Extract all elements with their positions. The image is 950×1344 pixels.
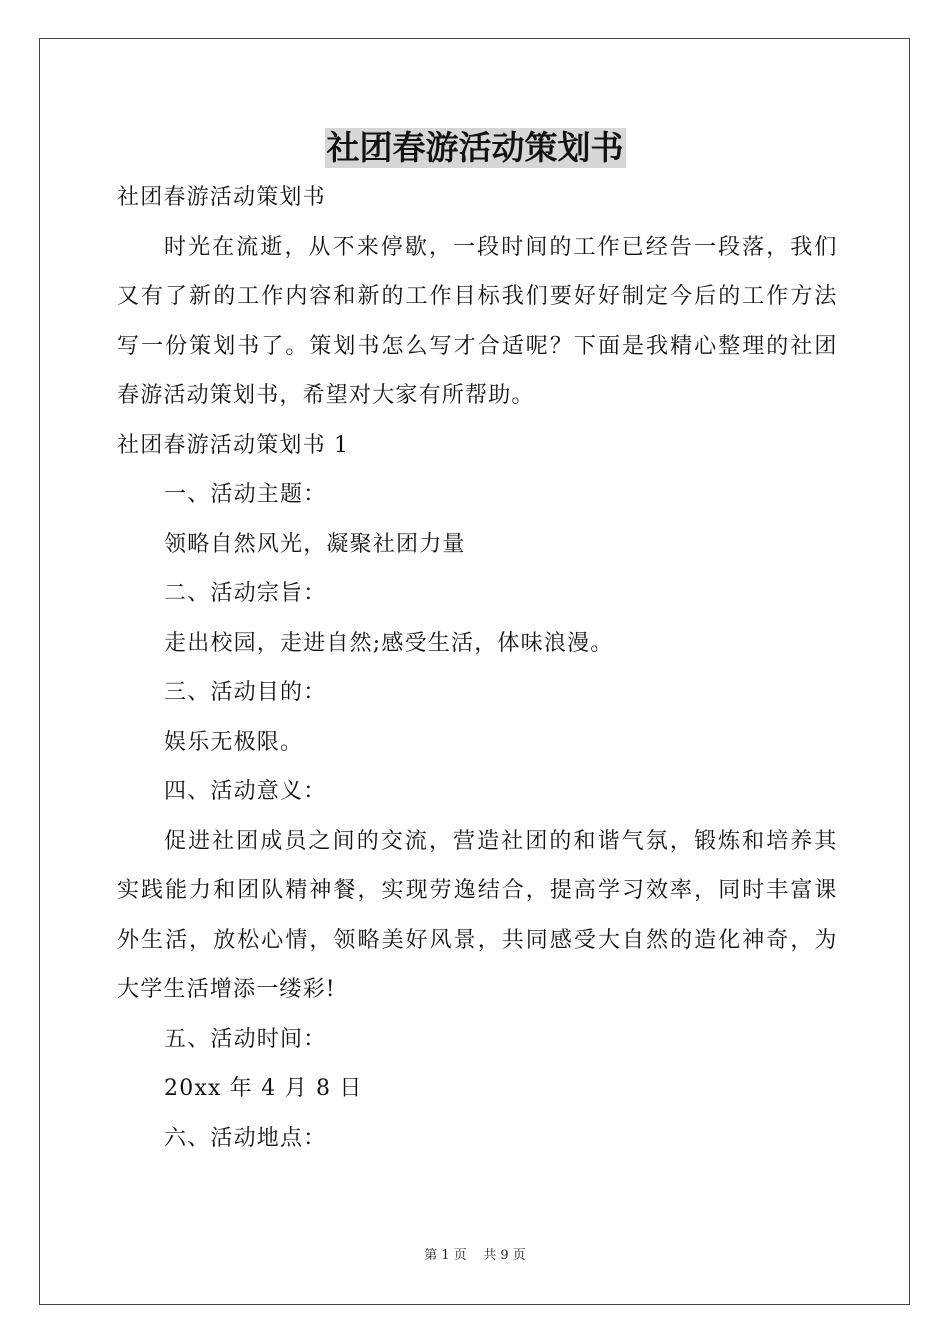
text-line: 外生活，放松心情，领略美好风景，共同感受大自然的造化神奇，为 bbox=[117, 927, 837, 953]
text-line: 二、活动宗旨： bbox=[164, 581, 327, 606]
text-line: 娱乐无极限。 bbox=[164, 729, 304, 755]
text-line: 走出校园，走进自然;感受生活，体味浪漫。 bbox=[164, 630, 614, 656]
text-line: 五、活动时间： bbox=[164, 1026, 327, 1052]
text-line: 一、活动主题： bbox=[164, 482, 327, 507]
document-title: 社团春游活动策划书 bbox=[326, 128, 624, 167]
text-line: 时光在流逝，从不来停歇，一段时间的工作已经告一段落，我们 bbox=[164, 234, 837, 260]
title-wrap bbox=[0, 128, 950, 168]
document-body bbox=[117, 173, 837, 1163]
text-line: 促进社团成员之间的交流，营造社团的和谐气氛，锻炼和培养其 bbox=[164, 828, 837, 854]
text-line: 领略自然风光，凝聚社团力量 bbox=[164, 531, 466, 557]
text-line: 春游活动策划书，希望对大家有所帮助。 bbox=[117, 383, 535, 408]
text-line: 六、活动地点： bbox=[164, 1125, 327, 1151]
text-line: 社团春游活动策划书 bbox=[117, 185, 326, 210]
page-footer bbox=[0, 1246, 950, 1266]
page-total: 共 9 页 bbox=[483, 1248, 526, 1263]
text-line: 写一份策划书了。策划书怎么写才合适呢？下面是我精心整理的社团 bbox=[117, 333, 837, 359]
text-line: 大学生活增添一缕彩! bbox=[117, 977, 336, 1002]
page-number: 第 1 页 bbox=[424, 1248, 467, 1263]
text-line: 实践能力和团队精神餐，实现劳逸结合，提高学习效率，同时丰富课 bbox=[117, 878, 837, 903]
text-line: 三、活动目的： bbox=[164, 680, 327, 705]
text-line: 20xx 年 4 月 8 日 bbox=[164, 1076, 363, 1101]
text-line: 四、活动意义： bbox=[164, 779, 327, 804]
text-line: 又有了新的工作内容和新的工作目标我们要好好制定今后的工作方法 bbox=[117, 284, 837, 309]
text-line: 社团春游活动策划书 1 bbox=[117, 432, 350, 458]
